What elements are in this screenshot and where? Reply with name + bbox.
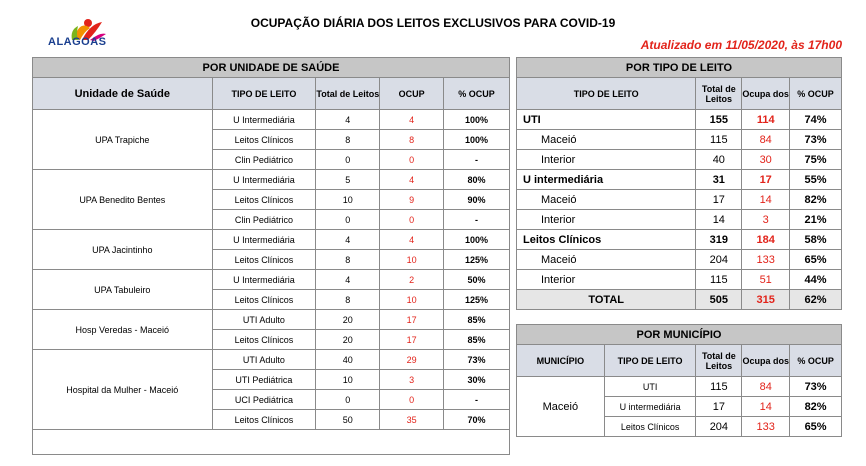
tipo-leito-cell: UCI Pediátrica bbox=[212, 390, 316, 410]
tipo-leito-cell: Leitos Clínicos bbox=[212, 250, 316, 270]
tipo-ocup: 17 bbox=[742, 170, 790, 190]
ocup-cell: 17 bbox=[380, 310, 444, 330]
mun-ocup: 14 bbox=[742, 397, 790, 417]
tipo-sub-row bbox=[517, 210, 842, 230]
tipo-table bbox=[516, 57, 842, 310]
unidade-name: UPA Benedito Bentes bbox=[33, 170, 213, 230]
tipo-ocup: 84 bbox=[742, 130, 790, 150]
tipo-leito-cell: U Intermediária bbox=[212, 270, 316, 290]
tipo-col-header-tipo: TIPO DE LEITO bbox=[517, 78, 696, 110]
mun-pct: 73% bbox=[790, 377, 842, 397]
total-cell: 4 bbox=[316, 230, 380, 250]
mun-ocup: 84 bbox=[742, 377, 790, 397]
municipio-table bbox=[516, 324, 842, 437]
total-cell: 0 bbox=[316, 210, 380, 230]
col-header-total: Total de Leitos bbox=[316, 78, 380, 110]
tipo-leito-cell: Leitos Clínicos bbox=[212, 190, 316, 210]
unidade-section-title: POR UNIDADE DE SAÚDE bbox=[33, 58, 510, 78]
mun-tipo: Leitos Clínicos bbox=[604, 417, 696, 437]
tipo-total: 31 bbox=[696, 170, 742, 190]
col-header-ocup: OCUP bbox=[380, 78, 444, 110]
col-header-tipo: TIPO DE LEITO bbox=[212, 78, 316, 110]
pct-cell: - bbox=[444, 210, 510, 230]
tipo-main-row bbox=[517, 170, 842, 190]
mun-col-header-pct: % OCUP bbox=[790, 345, 842, 377]
tipo-sub-row bbox=[517, 270, 842, 290]
total-cell: 4 bbox=[316, 270, 380, 290]
ocup-cell: 4 bbox=[380, 230, 444, 250]
tipo-total: 155 bbox=[696, 110, 742, 130]
pct-cell: 100% bbox=[444, 130, 510, 150]
mun-pct: 82% bbox=[790, 397, 842, 417]
total-cell: 20 bbox=[316, 310, 380, 330]
tipo-leito-cell: Leitos Clínicos bbox=[212, 410, 316, 430]
tipo-total: 204 bbox=[696, 250, 742, 270]
ocup-cell: 10 bbox=[380, 250, 444, 270]
mun-col-header-total: Total de Leitos bbox=[696, 345, 742, 377]
table-row bbox=[517, 377, 842, 397]
tipo-ocup: 3 bbox=[742, 210, 790, 230]
ocup-cell: 35 bbox=[380, 410, 444, 430]
ocup-cell: 4 bbox=[380, 170, 444, 190]
tipo-total: 14 bbox=[696, 210, 742, 230]
pct-cell: 85% bbox=[444, 330, 510, 350]
ocup-cell: 4 bbox=[380, 110, 444, 130]
tipo-label: Leitos Clínicos bbox=[517, 230, 696, 250]
tipo-sub-row bbox=[517, 250, 842, 270]
tipo-leito-cell: Leitos Clínicos bbox=[212, 330, 316, 350]
tipo-col-header-ocup: Ocupa dos bbox=[742, 78, 790, 110]
total-cell: 50 bbox=[316, 410, 380, 430]
unidade-name: UPA Jacintinho bbox=[33, 230, 213, 270]
pct-cell: 100% bbox=[444, 230, 510, 250]
total-cell: 8 bbox=[316, 290, 380, 310]
tipo-pct: 73% bbox=[790, 130, 842, 150]
ocup-cell: 10 bbox=[380, 290, 444, 310]
total-cell: 5 bbox=[316, 170, 380, 190]
table-row bbox=[33, 170, 510, 190]
unidade-name: Hospital da Mulher - Maceió bbox=[33, 350, 213, 430]
tipo-total-label: TOTAL bbox=[517, 290, 696, 310]
municipio-section-title: POR MUNICÍPIO bbox=[517, 325, 842, 345]
tipo-ocup: 114 bbox=[742, 110, 790, 130]
tipo-sub-row bbox=[517, 130, 842, 150]
tipo-leito-cell: U Intermediária bbox=[212, 170, 316, 190]
unidade-name: UPA Trapiche bbox=[33, 110, 213, 170]
pct-cell: 50% bbox=[444, 270, 510, 290]
tipo-label: Maceió bbox=[517, 130, 696, 150]
pct-cell: 125% bbox=[444, 290, 510, 310]
total-cell: 0 bbox=[316, 150, 380, 170]
tipo-pct: 75% bbox=[790, 150, 842, 170]
tipo-label: UTI bbox=[517, 110, 696, 130]
tipo-label: U intermediária bbox=[517, 170, 696, 190]
tipo-section-title: POR TIPO DE LEITO bbox=[517, 58, 842, 78]
mun-tipo: U intermediária bbox=[604, 397, 696, 417]
tipo-total-row bbox=[517, 290, 842, 310]
tipo-pct: 58% bbox=[790, 230, 842, 250]
municipio-name: Maceió bbox=[517, 377, 605, 437]
tipo-ocup: 51 bbox=[742, 270, 790, 290]
tipo-label: Maceió bbox=[517, 190, 696, 210]
table-row bbox=[33, 230, 510, 250]
tipo-total: 115 bbox=[696, 270, 742, 290]
tipo-pct: 74% bbox=[790, 110, 842, 130]
tipo-ocup: 14 bbox=[742, 190, 790, 210]
table-row bbox=[33, 350, 510, 370]
mun-tipo: UTI bbox=[604, 377, 696, 397]
ocup-cell: 17 bbox=[380, 330, 444, 350]
mun-col-header-municipio: MUNICÍPIO bbox=[517, 345, 605, 377]
ocup-cell: 0 bbox=[380, 210, 444, 230]
ocup-cell: 0 bbox=[380, 390, 444, 410]
tipo-main-row bbox=[517, 230, 842, 250]
pct-cell: - bbox=[444, 390, 510, 410]
pct-cell: 73% bbox=[444, 350, 510, 370]
tipo-total: 17 bbox=[696, 190, 742, 210]
updated-timestamp: Atualizado em 11/05/2020, às 17h00 bbox=[640, 38, 842, 52]
tipo-label: Interior bbox=[517, 150, 696, 170]
tipo-total: 319 bbox=[696, 230, 742, 250]
tipo-label: Maceió bbox=[517, 250, 696, 270]
total-cell: 10 bbox=[316, 370, 380, 390]
tipo-total-pct: 62% bbox=[790, 290, 842, 310]
mun-pct: 65% bbox=[790, 417, 842, 437]
mun-col-header-tipo: TIPO DE LEITO bbox=[604, 345, 696, 377]
mun-total: 17 bbox=[696, 397, 742, 417]
ocup-cell: 8 bbox=[380, 130, 444, 150]
tipo-pct: 65% bbox=[790, 250, 842, 270]
tipo-leito-cell: U Intermediária bbox=[212, 110, 316, 130]
tipo-main-row bbox=[517, 110, 842, 130]
tipo-ocup: 30 bbox=[742, 150, 790, 170]
tipo-leito-cell: Leitos Clínicos bbox=[212, 290, 316, 310]
mun-col-header-ocup: Ocupa dos bbox=[742, 345, 790, 377]
mun-ocup: 133 bbox=[742, 417, 790, 437]
tipo-total-total: 505 bbox=[696, 290, 742, 310]
mun-total: 204 bbox=[696, 417, 742, 437]
tipo-leito-cell: UTI Adulto bbox=[212, 310, 316, 330]
table-row bbox=[33, 430, 510, 455]
total-cell: 20 bbox=[316, 330, 380, 350]
tipo-leito-cell: UTI Adulto bbox=[212, 350, 316, 370]
tipo-leito-cell: Clin Pediátrico bbox=[212, 150, 316, 170]
total-cell: 8 bbox=[316, 130, 380, 150]
tipo-ocup: 133 bbox=[742, 250, 790, 270]
tipo-ocup: 184 bbox=[742, 230, 790, 250]
tipo-pct: 55% bbox=[790, 170, 842, 190]
tipo-label: Interior bbox=[517, 270, 696, 290]
total-cell: 8 bbox=[316, 250, 380, 270]
page-title: OCUPAÇÃO DIÁRIA DOS LEITOS EXCLUSIVOS PARA COVID-19 bbox=[250, 16, 616, 30]
tipo-pct: 21% bbox=[790, 210, 842, 230]
tipo-col-header-total: Total de Leitos bbox=[696, 78, 742, 110]
tipo-total: 115 bbox=[696, 130, 742, 150]
total-cell: 10 bbox=[316, 190, 380, 210]
pct-cell: 85% bbox=[444, 310, 510, 330]
pct-cell: 90% bbox=[444, 190, 510, 210]
tipo-leito-cell: Clin Pediátrico bbox=[212, 210, 316, 230]
tipo-leito-cell: UTI Pediátrica bbox=[212, 370, 316, 390]
logo-text: ALAGOAS bbox=[48, 36, 107, 48]
total-cell: 0 bbox=[316, 390, 380, 410]
unidade-name: Hosp Veredas - Maceió bbox=[33, 310, 213, 350]
table-row bbox=[33, 270, 510, 290]
ocup-cell: 0 bbox=[380, 150, 444, 170]
table-row bbox=[33, 310, 510, 330]
mun-total: 115 bbox=[696, 377, 742, 397]
pct-cell: 70% bbox=[444, 410, 510, 430]
tipo-leito-cell: Leitos Clínicos bbox=[212, 130, 316, 150]
pct-cell: 30% bbox=[444, 370, 510, 390]
pct-cell: 125% bbox=[444, 250, 510, 270]
tipo-pct: 44% bbox=[790, 270, 842, 290]
ocup-cell: 9 bbox=[380, 190, 444, 210]
total-cell: 40 bbox=[316, 350, 380, 370]
unidade-table bbox=[32, 57, 510, 455]
tipo-col-header-pct: % OCUP bbox=[790, 78, 842, 110]
tipo-label: Interior bbox=[517, 210, 696, 230]
tipo-total-ocup: 315 bbox=[742, 290, 790, 310]
pct-cell: 80% bbox=[444, 170, 510, 190]
tipo-pct: 82% bbox=[790, 190, 842, 210]
col-header-unidade: Unidade de Saúde bbox=[33, 78, 213, 110]
ocup-cell: 3 bbox=[380, 370, 444, 390]
tipo-leito-cell: U Intermediária bbox=[212, 230, 316, 250]
pct-cell: - bbox=[444, 150, 510, 170]
tipo-sub-row bbox=[517, 150, 842, 170]
tipo-sub-row bbox=[517, 190, 842, 210]
pct-cell: 100% bbox=[444, 110, 510, 130]
ocup-cell: 29 bbox=[380, 350, 444, 370]
ocup-cell: 2 bbox=[380, 270, 444, 290]
col-header-pct: % OCUP bbox=[444, 78, 510, 110]
table-row bbox=[33, 110, 510, 130]
tipo-total: 40 bbox=[696, 150, 742, 170]
total-cell: 4 bbox=[316, 110, 380, 130]
empty-cell bbox=[33, 430, 510, 455]
unidade-name: UPA Tabuleiro bbox=[33, 270, 213, 310]
